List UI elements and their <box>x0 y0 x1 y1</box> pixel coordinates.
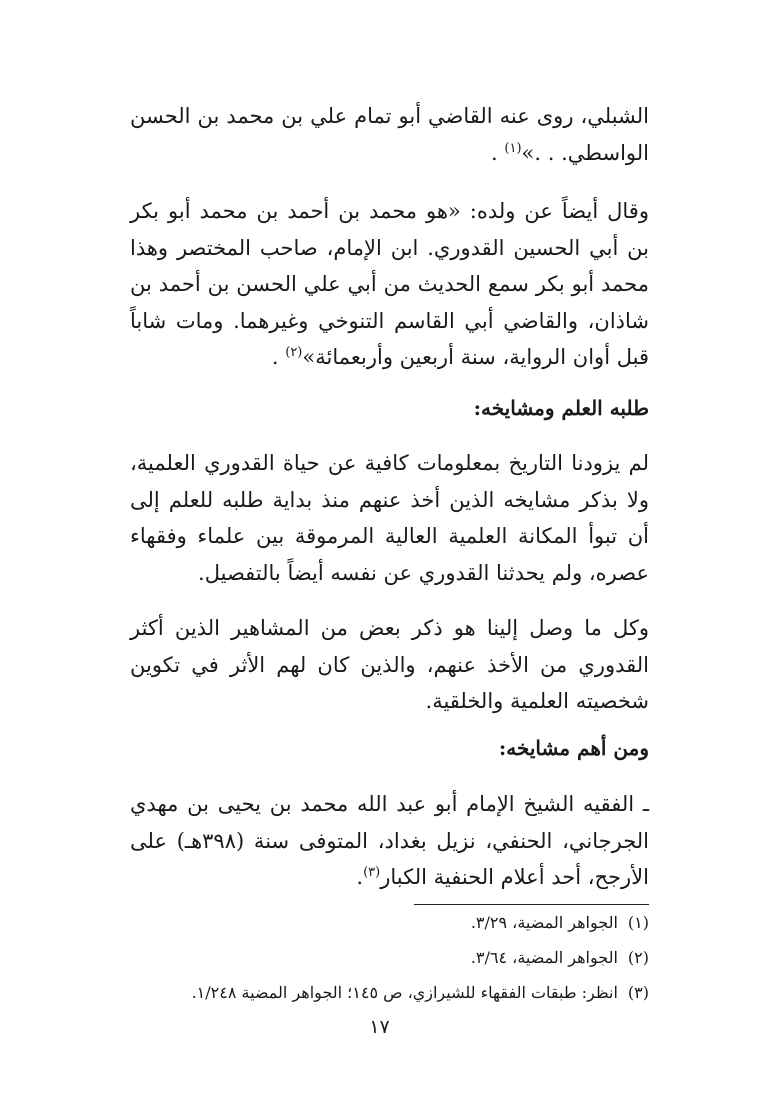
footnote-number: (١) <box>627 913 649 932</box>
paragraph-5 <box>130 786 649 896</box>
footnote-2 <box>130 947 649 969</box>
section-heading-teachers: ومن أهم مشايخه: <box>498 736 649 760</box>
footnote-divider <box>414 904 649 905</box>
paragraph-2 <box>130 193 649 376</box>
footnote-number: (٢) <box>627 948 649 967</box>
paragraph-text: لم يزودنا التاريخ بمعلومات كافية عن حياة القدوري العلمية، ولا بذكر مشايخه الذين أخذ عنهم منذ بداية طلبه للعلم إلى أن تبوأ المكانة العلمية العالية المرموقة بين علماء وفقهاء عصره، ولم يحدثنا القدوري عن نفسه أيضاً بالتفصيل. <box>130 451 649 585</box>
paragraph-end: . <box>491 140 505 165</box>
paragraph-end: . <box>271 345 286 369</box>
footnote-ref[interactable]: (٣) <box>363 865 381 880</box>
paragraph-3 <box>130 445 649 591</box>
footnote-ref[interactable]: (١) <box>504 140 522 156</box>
footnote-text: انظر: طبقات الفقهاء للشيرازي، ص ١٤٥؛ الجواهر المضية ١/٢٤٨. <box>191 983 618 1002</box>
section-heading-study: طلبه العلم ومشايخه: <box>473 396 649 420</box>
page-number: ١٧ <box>369 1016 390 1038</box>
footnote-text: الجواهر المضية، ٣/٦٤. <box>470 948 618 967</box>
paragraph-end: . <box>356 865 364 889</box>
footnote-text: الجواهر المضية، ٣/٢٩. <box>470 913 618 932</box>
footnote-3 <box>130 982 649 1004</box>
footnote-ref[interactable]: (٢) <box>285 345 303 360</box>
paragraph-text: وقال أيضاً عن ولده: «هو محمد بن أحمد بن محمد أبو بكر بن أبي الحسين القدوري. ابن الإمام، صاحب المختصر وهذا محمد أبو بكر سمع الحديث من أبي علي الحسن بن أحمد بن شاذان، والقاضي أبي القاسم التنوخي وغيرهما. ومات شاباً قبل أوان الرواية، سنة أربعين وأربعمائة» <box>130 199 649 369</box>
paragraph-1 <box>130 98 649 171</box>
paragraph-text: وكل ما وصل إلينا هو ذكر بعض من المشاهير الذين أكثر القدوري من الأخذ عنهم، والذين كان لهم الأثر في تكوين شخصيته العلمية والخلقية. <box>130 616 649 713</box>
footnote-number: (٣) <box>627 983 649 1002</box>
footnote-1 <box>130 912 649 934</box>
paragraph-4 <box>130 610 649 720</box>
paragraph-text: الشبلي، روى عنه القاضي أبو تمام علي بن محمد بن الحسن الواسطي. . .» <box>130 104 649 165</box>
paragraph-text: ـ الفقيه الشيخ الإمام أبو عبد الله محمد بن يحيى بن مهدي الجرجاني، الحنفي، نزيل بغداد، المتوفى سنة (٣٩٨هـ) على الأرجح، أحد أعلام الحنفية الكبار <box>130 792 649 889</box>
